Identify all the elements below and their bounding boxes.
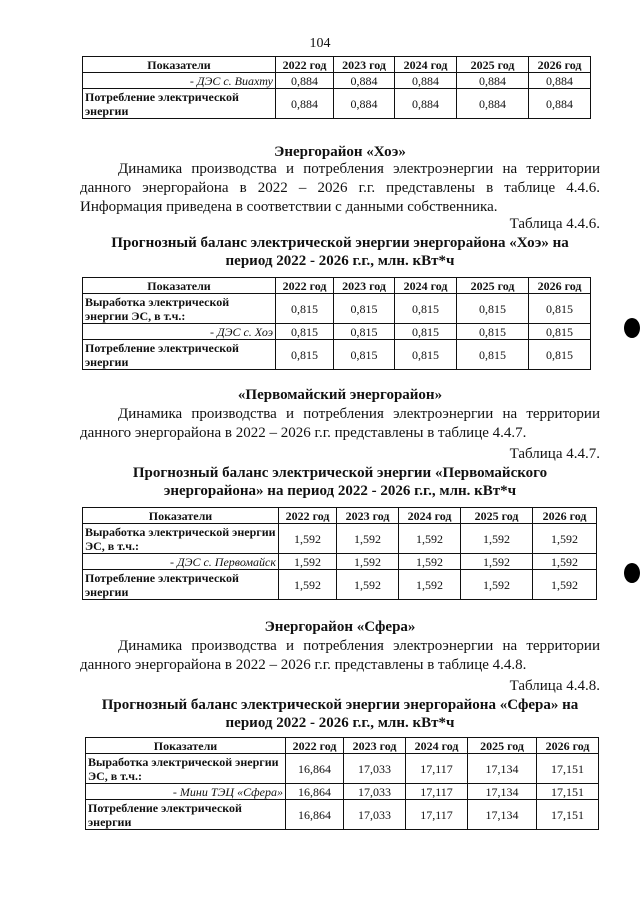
punch-hole-mark: [624, 563, 640, 583]
table-row: [86, 784, 599, 800]
table-row: [83, 294, 591, 324]
cell: 0,815: [395, 324, 457, 340]
header-2025: 2025 год: [461, 508, 533, 524]
row-label: Выработка электрической энергии ЭС, в т.ч.:: [83, 294, 276, 324]
header-2022: 2022 год: [286, 738, 344, 754]
cell: 17,117: [406, 784, 468, 800]
header-indicators: Показатели: [83, 278, 276, 294]
cell: 1,592: [399, 554, 461, 570]
cell: 0,815: [457, 324, 529, 340]
cell: 17,134: [468, 800, 537, 830]
cell: 0,815: [395, 340, 457, 370]
header-2023: 2023 год: [344, 738, 406, 754]
row-label: - ДЭС с. Виахту: [83, 73, 276, 89]
row-label: Потребление электрической энергии: [83, 340, 276, 370]
cell: 17,117: [406, 800, 468, 830]
header-2024: 2024 год: [399, 508, 461, 524]
cell: 0,884: [334, 73, 395, 89]
table-row: [83, 570, 597, 600]
cell: 16,864: [286, 754, 344, 784]
cell: 0,884: [457, 89, 529, 119]
cell: 1,592: [279, 554, 337, 570]
cell: 17,117: [406, 754, 468, 784]
header-2026: 2026 год: [529, 278, 591, 294]
header-2022: 2022 год: [279, 508, 337, 524]
header-2023: 2023 год: [334, 57, 395, 73]
row-label: Потребление электрической энергии: [83, 570, 279, 600]
cell: 0,815: [457, 340, 529, 370]
table-sfera: [85, 737, 599, 830]
cell: 17,151: [537, 800, 599, 830]
table-header-row: [83, 278, 591, 294]
header-indicators: Показатели: [83, 57, 276, 73]
header-2024: 2024 год: [406, 738, 468, 754]
cell: 1,592: [279, 570, 337, 600]
cell: 0,815: [334, 340, 395, 370]
paragraph-sfera: Динамика производства и потребления электроэнергии на территории данного энергорайона в 2022 – 2026 г.г. представлены в таблице 4.4.8.: [80, 638, 600, 673]
row-label: Выработка электрической энергии ЭС, в т.ч.:: [86, 754, 286, 784]
table-row: [86, 800, 599, 830]
cell: 0,815: [276, 340, 334, 370]
table-title-perv: Прогнозный баланс электрической энергии «Первомайского энергорайона» на период 2022 - 2026 г.г., млн. кВт*ч: [132, 465, 548, 499]
cell: 16,864: [286, 800, 344, 830]
cell: 1,592: [461, 524, 533, 554]
cell: 0,884: [395, 89, 457, 119]
header-2025: 2025 год: [457, 57, 529, 73]
header-2026: 2026 год: [537, 738, 599, 754]
table-row: [86, 754, 599, 784]
cell: 0,815: [529, 340, 591, 370]
section-heading-perv: «Первомайский энергорайон»: [237, 387, 443, 403]
table-number-perv: Таблица 4.4.7.: [509, 446, 600, 462]
table-header-row: [83, 508, 597, 524]
header-2023: 2023 год: [337, 508, 399, 524]
row-label: - ДЭС с. Первомайск: [83, 554, 279, 570]
cell: 0,884: [529, 89, 591, 119]
table-row: [83, 524, 597, 554]
table-row: [83, 324, 591, 340]
cell: 1,592: [461, 554, 533, 570]
paragraph-hoe: Динамика производства и потребления электроэнергии на территории данного энергорайона в 2022 – 2026 г.г. представлены в таблице 4.4.6. Информация приведена в соответствии с данными собственника.: [80, 161, 600, 215]
cell: 0,815: [457, 294, 529, 324]
row-label: Потребление электрической энергии: [86, 800, 286, 830]
header-2022: 2022 год: [276, 278, 334, 294]
row-label: Потребление электрической энергии: [83, 89, 276, 119]
header-2024: 2024 год: [395, 278, 457, 294]
table-hoe: [82, 277, 591, 370]
table-row: [83, 554, 597, 570]
cell: 0,884: [529, 73, 591, 89]
header-indicators: Показатели: [83, 508, 279, 524]
cell: 0,884: [276, 89, 334, 119]
cell: 0,884: [457, 73, 529, 89]
table-title-sfera: Прогнозный баланс электрической энергии энергорайона «Сфера» на период 2022 - 2026 г.г., млн. кВт*ч: [101, 697, 579, 731]
cell: 0,884: [276, 73, 334, 89]
table-perv: [82, 507, 597, 600]
table-header-row: [86, 738, 599, 754]
cell: 17,033: [344, 754, 406, 784]
cell: 17,151: [537, 784, 599, 800]
cell: 0,815: [334, 324, 395, 340]
cell: 1,592: [337, 554, 399, 570]
table-number-sfera: Таблица 4.4.8.: [509, 678, 600, 694]
cell: 17,134: [468, 784, 537, 800]
row-label: Выработка электрической энергии ЭС, в т.ч.:: [83, 524, 279, 554]
table-row: [83, 340, 591, 370]
paragraph-perv: Динамика производства и потребления электроэнергии на территории данного энергорайона в 2022 – 2026 г.г. представлены в таблице 4.4.7.: [80, 406, 600, 441]
cell: 1,592: [279, 524, 337, 554]
cell: 0,884: [395, 73, 457, 89]
table-row: [83, 89, 591, 119]
header-2026: 2026 год: [529, 57, 591, 73]
cell: 1,592: [461, 570, 533, 600]
section-heading-sfera: Энергорайон «Сфера»: [264, 619, 416, 635]
row-label: - Мини ТЭЦ «Сфера»: [86, 784, 286, 800]
table-number-hoe: Таблица 4.4.6.: [509, 216, 600, 232]
cell: 17,033: [344, 800, 406, 830]
header-2026: 2026 год: [533, 508, 597, 524]
table-row: [83, 73, 591, 89]
header-2024: 2024 год: [395, 57, 457, 73]
cell: 1,592: [399, 570, 461, 600]
cell: 0,815: [395, 294, 457, 324]
header-2025: 2025 год: [457, 278, 529, 294]
header-2025: 2025 год: [468, 738, 537, 754]
row-label: - ДЭС с. Хоэ: [83, 324, 276, 340]
table-title-hoe: Прогнозный баланс электрической энергии энергорайона «Хоэ» на период 2022 - 2026 г.г., млн. кВт*ч: [111, 235, 569, 269]
cell: 1,592: [337, 524, 399, 554]
section-heading-hoe: Энергорайон «Хоэ»: [274, 144, 406, 160]
cell: 1,592: [533, 570, 597, 600]
cell: 0,815: [276, 324, 334, 340]
cell: 1,592: [337, 570, 399, 600]
cell: 0,815: [276, 294, 334, 324]
cell: 0,815: [334, 294, 395, 324]
cell: 1,592: [399, 524, 461, 554]
cell: 17,134: [468, 754, 537, 784]
punch-hole-mark: [624, 318, 640, 338]
cell: 1,592: [533, 554, 597, 570]
header-2023: 2023 год: [334, 278, 395, 294]
table-header-row: [83, 57, 591, 73]
cell: 17,151: [537, 754, 599, 784]
header-indicators: Показатели: [86, 738, 286, 754]
cell: 17,033: [344, 784, 406, 800]
cell: 0,884: [334, 89, 395, 119]
cell: 16,864: [286, 784, 344, 800]
cell: 0,815: [529, 324, 591, 340]
table-viahtu: [82, 56, 591, 119]
cell: 1,592: [533, 524, 597, 554]
cell: 0,815: [529, 294, 591, 324]
header-2022: 2022 год: [276, 57, 334, 73]
page-number: 104: [309, 36, 331, 51]
